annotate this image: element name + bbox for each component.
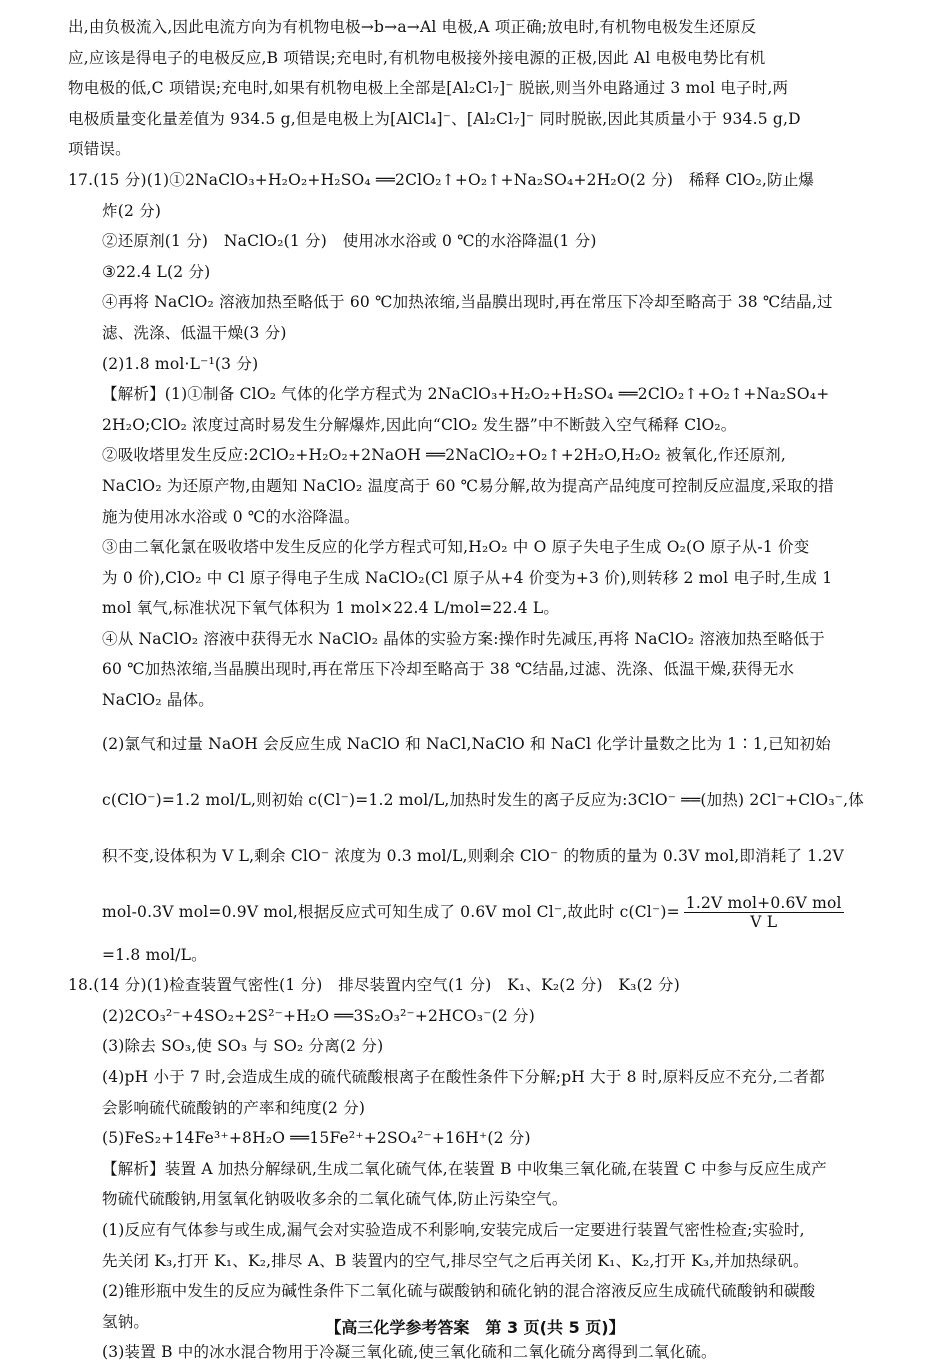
text-line: c(ClO⁻)=1.2 mol/L,则初始 c(Cl⁻)=1.2 mol/L,加热时发生的离子反应为:3ClO⁻ ══(加热) 2Cl⁻+ClO₃⁻,体 <box>102 790 864 809</box>
q18-heading: 18.(14 分)(1)检查装置气密性(1 分) 排尽装置内空气(1 分) K₁、K₂(2 分) K₃(2 分) <box>68 976 680 995</box>
text-line: NaClO₂ 晶体。 <box>102 691 214 710</box>
text-segment: mol-0.3V mol=0.9V mol,根据反应式可知生成了 0.6V mol Cl⁻,故此时 c(Cl⁻)= <box>102 902 680 921</box>
text-line: 应,应该是得电子的电极反应,B 项错误;充电时,有机物电极接外接电源的正极,因此 Al 电极电势比有机 <box>68 48 766 67</box>
page-footer: 【高三化学参考答案 第 3 页(共 5 页)】 <box>325 1318 625 1337</box>
text-line: (5)FeS₂+14Fe³⁺+8H₂O ══15Fe²⁺+2SO₄²⁻+16H⁺(2 分) <box>102 1129 531 1148</box>
text-line: ②还原剂(1 分) NaClO₂(1 分) 使用冰水浴或 0 ℃的水浴降温(1 分) <box>102 232 597 251</box>
text-line: 2H₂O;ClO₂ 浓度过高时易发生分解爆炸,因此向“ClO₂ 发生器”中不断鼓入空气稀释 ClO₂。 <box>102 415 737 434</box>
fraction <box>684 894 844 931</box>
text-line: 电极质量变化量差值为 934.5 g,但是电极上为[AlCl₄]⁻、[Al₂Cl₇]⁻ 同时脱嵌,因此其质量小于 934.5 g,D <box>68 109 801 128</box>
fraction-denominator: V L <box>750 913 778 932</box>
analysis-heading: 【解析】装置 A 加热分解绿矾,生成二氧化硫气体,在装置 B 中收集三氧化硫,在装置 C 中参与反应生成产 <box>102 1159 827 1178</box>
text-line: 会影响硫代硫酸钠的产率和纯度(2 分) <box>102 1098 366 1117</box>
text-line: 积不变,设体积为 V L,剩余 ClO⁻ 浓度为 0.3 mol/L,则剩余 ClO⁻ 的物质的量为 0.3V mol,即消耗了 1.2V <box>102 846 844 865</box>
text-line: (3)装置 B 中的冰水混合物用于冷凝三氧化硫,使三氧化硫和二氧化硫分离得到二氧化硫。 <box>102 1343 717 1362</box>
text-line: (3)除去 SO₃,使 SO₃ 与 SO₂ 分离(2 分) <box>102 1037 384 1056</box>
text-line: 施为使用冰水浴或 0 ℃的水浴降温。 <box>102 507 360 526</box>
text-line: ③22.4 L(2 分) <box>102 262 211 281</box>
fraction-numerator: 1.2V mol+0.6V mol <box>685 894 842 913</box>
text-line: (1)反应有气体参与或生成,漏气会对实验造成不利影响,安装完成后一定要进行装置气密性检查;实验时, <box>102 1221 805 1239</box>
text-line: NaClO₂ 为还原产物,由题知 NaClO₂ 温度高于 60 ℃易分解,故为提高产品纯度可控制反应温度,采取的措 <box>102 476 834 495</box>
text-line: (2)氯气和过量 NaOH 会反应生成 NaClO 和 NaCl,NaClO 和 NaCl 化学计量数之比为 1∶1,已知初始 <box>102 734 831 753</box>
text-line: =1.8 mol/L。 <box>102 945 207 964</box>
text-line: (2)2CO₃²⁻+4SO₂+2S²⁻+H₂O ══3S₂O₃²⁻+2HCO₃⁻(2 分) <box>102 1006 535 1025</box>
text-line: ④再将 NaClO₂ 溶液加热至略低于 60 ℃加热浓缩,当晶膜出现时,再在常压下冷却至略高于 38 ℃结晶,过 <box>102 293 833 312</box>
analysis-heading: 【解析】(1)①制备 ClO₂ 气体的化学方程式为 2NaClO₃+H₂O₂+H₂SO₄ ══2ClO₂↑+O₂↑+Na₂SO₄+ <box>102 385 830 404</box>
text-line: (4)pH 小于 7 时,会造成生成的硫代硫酸根离子在酸性条件下分解;pH 大于 8 时,原料反应不充分,二者都 <box>102 1068 825 1087</box>
text-line: 炸(2 分) <box>102 201 162 220</box>
text-line: 60 ℃加热浓缩,当晶膜出现时,再在常压下冷却至略高于 38 ℃结晶,过滤、洗涤、低温干燥,获得无水 <box>102 660 795 679</box>
text-line: (2)锥形瓶中发生的反应为碱性条件下二氧化硫与碳酸钠和硫化钠的混合溶液反应生成硫代硫酸钠和碳酸 <box>102 1282 816 1301</box>
text-line: 出,由负极流入,因此电流方向为有机物电极→b→a→Al 电极,A 项正确;放电时,有机物电极发生还原反 <box>68 18 757 36</box>
q17-heading: 17.(15 分)(1)①2NaClO₃+H₂O₂+H₂SO₄ ══2ClO₂↑+O₂↑+Na₂SO₄+2H₂O(2 分) 稀释 ClO₂,防止爆 <box>68 170 815 189</box>
text-line: 滤、洗涤、低温干燥(3 分) <box>102 323 287 342</box>
text-line: 项错误。 <box>68 140 131 159</box>
text-line: 为 0 价),ClO₂ 中 Cl 原子得电子生成 NaClO₂(Cl 原子从+4 价变为+3 价),则转移 2 mol 电子时,生成 1 <box>102 568 833 587</box>
text-line: 先关闭 K₃,打开 K₁、K₂,排尽 A、B 装置内的空气,排尽空气之后再关闭 K₁、K₂,打开 K₃,并加热绿矾。 <box>102 1251 809 1270</box>
text-line: ④从 NaClO₂ 溶液中获得无水 NaClO₂ 晶体的实验方案:操作时先减压,再将 NaClO₂ 溶液加热至略低于 <box>102 629 825 648</box>
fraction-line <box>68 884 910 940</box>
text-line: 物电极的低,C 项错误;充电时,如果有机物电极上全部是[Al₂Cl₇]⁻ 脱嵌,则当外电路通过 3 mol 电子时,两 <box>68 79 789 98</box>
text-line: mol 氧气,标准状况下氧气体积为 1 mol×22.4 L/mol=22.4 L。 <box>102 599 560 618</box>
text-line: ②吸收塔里发生反应:2ClO₂+H₂O₂+2NaOH ══2NaClO₂+O₂↑+2H₂O,H₂O₂ 被氧化,作还原剂, <box>102 446 786 465</box>
text-line: 氢钠。 <box>102 1312 150 1331</box>
text-line: 物硫代硫酸钠,用氢氧化钠吸收多余的二氧化硫气体,防止污染空气。 <box>102 1190 568 1209</box>
text-line: (2)1.8 mol·L⁻¹(3 分) <box>102 354 259 373</box>
text-line: ③由二氧化氯在吸收塔中发生反应的化学方程式可知,H₂O₂ 中 O 原子失电子生成 O₂(O 原子从-1 价变 <box>102 538 810 557</box>
answer-page <box>68 12 910 1368</box>
